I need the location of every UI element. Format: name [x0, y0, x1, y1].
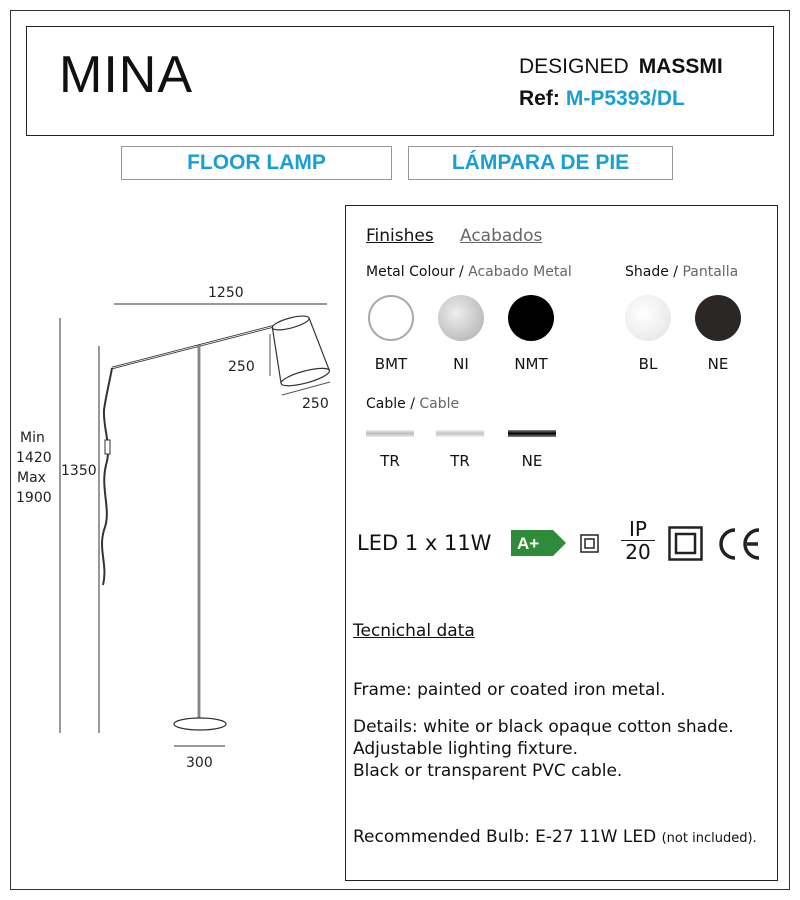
label-metal-nmt: NMT — [514, 355, 548, 373]
label-cable-tr-1: TR — [380, 452, 400, 470]
dim-min-label: Min — [20, 430, 45, 446]
shade-label — [625, 264, 738, 280]
tech-bulb-text: Recommended Bulb: E-27 11W LED — [353, 827, 657, 847]
designed-label: DESIGNED — [519, 55, 629, 78]
tech-bulb-note: (not included). — [661, 831, 757, 846]
tech-details-2: Adjustable lighting fixture. — [353, 739, 578, 759]
dim-width: 1250 — [208, 285, 244, 301]
class-ii-small-icon — [580, 534, 600, 554]
tech-details-1: Details: white or black opaque cotton shade. — [353, 717, 734, 737]
dim-min-value: 1420 — [16, 450, 52, 466]
label-cable-ne: NE — [521, 452, 543, 470]
dim-max-label: Max — [17, 470, 46, 486]
class-ii-icon — [668, 526, 704, 562]
dim-shade-height: 250 — [228, 359, 255, 375]
ip-top: IP — [629, 517, 647, 541]
label-cable-tr-2: TR — [450, 452, 470, 470]
info-panel — [345, 205, 778, 881]
swatch-cable-tr-1[interactable] — [366, 430, 414, 437]
tab-finishes[interactable]: Finishes — [366, 226, 434, 246]
cable-label — [366, 396, 459, 412]
dim-shade-diameter: 250 — [302, 396, 329, 412]
designer-name: MASSMI — [638, 55, 723, 78]
swatch-shade-bl[interactable] — [625, 295, 671, 341]
tech-details-3: Black or transparent PVC cable. — [353, 761, 623, 781]
dim-max-value: 1900 — [16, 490, 52, 506]
label-metal-bmt: BMT — [374, 355, 408, 373]
cable-switch — [105, 440, 110, 454]
label-shade-bl: BL — [638, 355, 658, 373]
lamp-drawing — [0, 0, 345, 800]
dim-base-diameter: 300 — [186, 755, 213, 771]
led-spec: LED 1 x 11W — [357, 531, 492, 555]
energy-class-text: A+ — [517, 534, 540, 553]
designer-line — [519, 55, 723, 79]
metal-label-es: Acabado Metal — [468, 264, 572, 280]
swatch-cable-ne[interactable] — [508, 430, 556, 437]
cable-label-es: Cable — [419, 396, 460, 412]
swatch-cable-tr-2[interactable] — [436, 430, 484, 437]
ref-label: Ref: — [519, 87, 560, 110]
metal-colour-label — [366, 264, 572, 280]
subtitle-es: LÁMPARA DE PIE — [408, 146, 673, 180]
shade-label-en: Shade / — [625, 264, 679, 280]
lamp-cable — [102, 368, 112, 585]
swatch-shade-ne[interactable] — [695, 295, 741, 341]
lamp-base — [174, 718, 226, 730]
ce-mark-icon — [715, 526, 763, 562]
product-title: MINA — [59, 46, 193, 104]
ip-bottom: 20 — [621, 540, 655, 563]
energy-class-icon — [511, 528, 567, 558]
ref-code: M-P5393/DL — [565, 87, 685, 110]
label-metal-ni: NI — [453, 355, 469, 373]
swatch-metal-nmt[interactable] — [508, 295, 554, 341]
tech-frame: Frame: painted or coated iron metal. — [353, 680, 666, 700]
lamp-shade — [265, 312, 331, 390]
reference-line — [519, 87, 685, 111]
tab-acabados[interactable]: Acabados — [460, 226, 543, 246]
swatch-metal-ni[interactable] — [438, 295, 484, 341]
tech-bulb — [353, 827, 757, 847]
ip-rating-icon — [621, 518, 655, 563]
tech-heading: Tecnichal data — [353, 621, 475, 641]
cable-label-en: Cable / — [366, 396, 415, 412]
swatch-metal-bmt[interactable] — [368, 295, 414, 341]
shade-label-es: Pantalla — [682, 264, 739, 280]
metal-label-en: Metal Colour / — [366, 264, 464, 280]
dim-stem-height: 1350 — [61, 463, 97, 479]
label-shade-ne: NE — [707, 355, 729, 373]
subtitle-en: FLOOR LAMP — [121, 146, 392, 180]
